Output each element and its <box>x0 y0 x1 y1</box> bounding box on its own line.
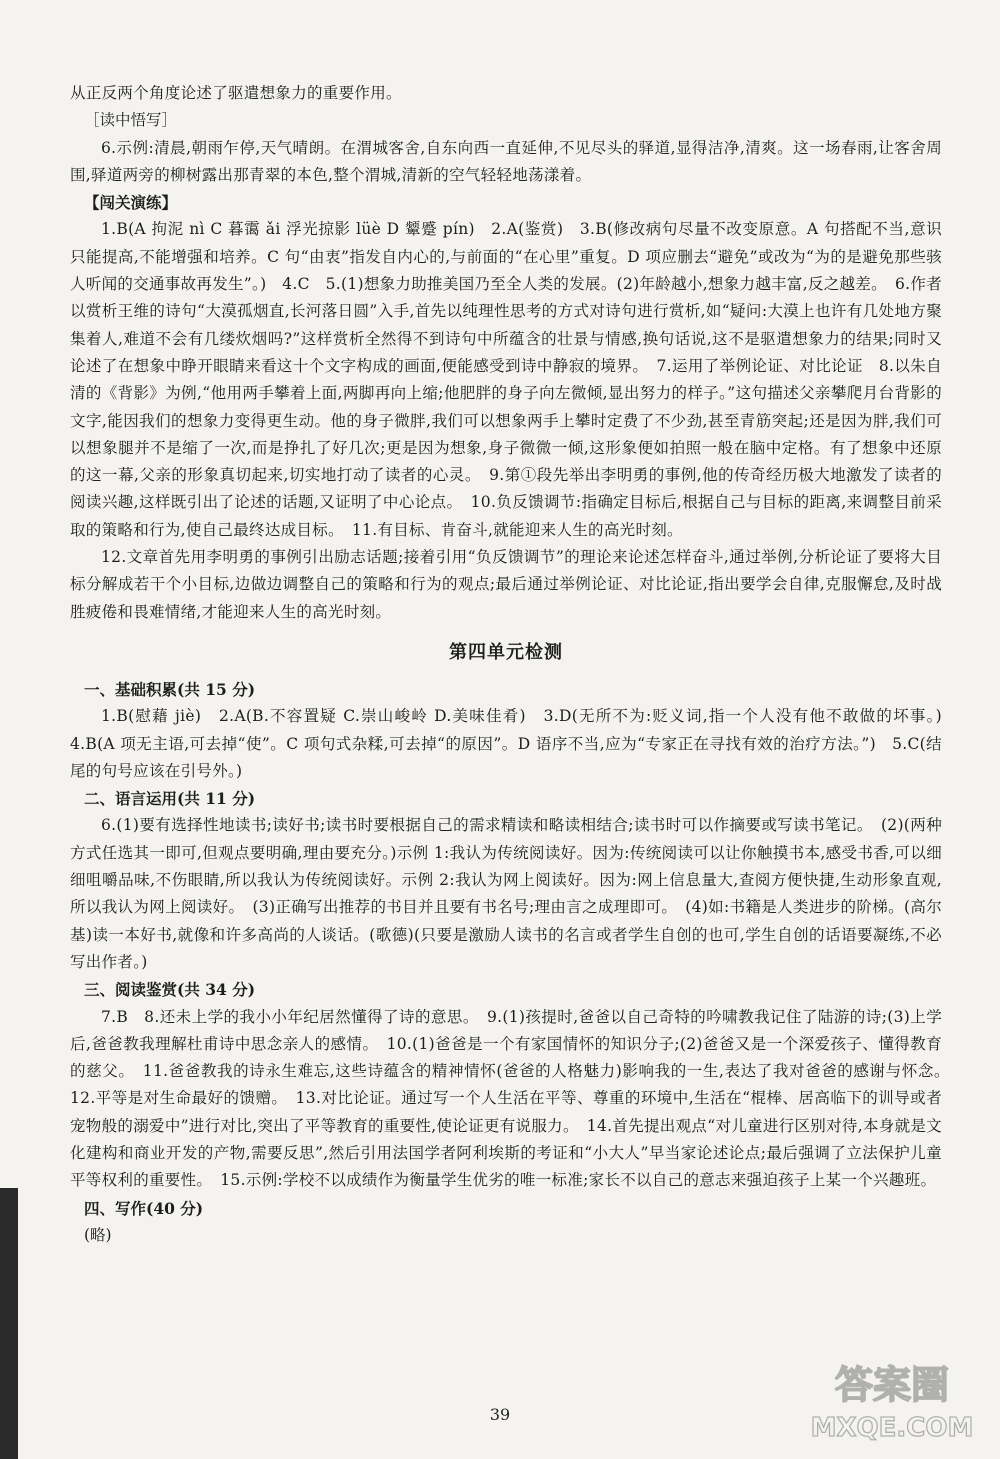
watermark-title: 答案圈 <box>834 1363 950 1407</box>
side-tab-bar <box>0 1188 18 1459</box>
item-6-paragraph: 6.示例:清晨,朝雨乍停,天气晴朗。在渭城客舍,自东向西一直延伸,不见尽头的驿道,显得洁净,清爽。这一场春雨,让客舍周围,驿道两旁的柳树露出那青翠的本色,整个渭城,清新的空气轻轻地荡漾着。 <box>70 138 942 184</box>
section-4-heading: 四、写作(40 分) <box>84 1198 204 1218</box>
section-1-heading: 一、基础积累(共 15 分) <box>84 679 256 699</box>
section-3-body: 7.B 8.还未上学的我小小年纪居然懂得了诗的意思。 9.(1)孩提时,爸爸以自己奇特的吟啸教我记住了陆游的诗;(3)上学后,爸爸教我理解杜甫诗中思念亲人的感情。 10.(1)爸爸是一个有家国情怀的知识分子;(2)爸爸又是一个深爱孩子、懂得教育的慈父。 11.爸爸教我的诗永生难忘,这些诗蕴含的精神情怀(爸爸的人格魅力)影响我的一生,表达了我对爸爸的感谢与怀念。 12.平等是对生命最好的馈赠。 13.对比论证。通过写一个人生活在平等、尊重的环境中,生活在“棍棒、居高临下的训导或者宠物般的溺爱中”进行对比,突出了平等教育的重要性,使论证更有说服力。 14.首先提出观点“对儿童进行区别对待,本身就是文化建构和商业开发的产物,需要反思”,然后引用法国学者阿利埃斯的考证和“小大人”早当家论述论点;最后强调了立法保护儿童平等权利的重要性。 15.示例:学校不以成绩作为衡量学生优劣的唯一标准;家长不以自己的意志来强迫孩子上某一个兴趣班。 <box>70 1007 958 1190</box>
page-content <box>70 80 958 1249</box>
practice-answers: 1.B(A 拘泥 nì C 暮霭 ǎi 浮光掠影 lüè D 颦蹙 pín) 2.A(鉴赏) 3.B(修改病句尽量不改变原意。A 句搭配不当,意识只能提高,不能增强和培养。C 句“由衷”指发自内心的,与前面的“在心里”重复。D 项应删去“避免”或改为“为的是避免那些骇人听闻的交通事故再发生”。) 4.C 5.(1)想象力助推美国乃至全人类的发展。(2)年龄越小,想象力越丰富,反之越差。 6.作者以赏析王维的诗句“大漠孤烟直,长河落日圆”入手,首先以纯理性思考的方式对诗句进行赏析,如“疑问:大漠上也许有几处地方聚集着人,难道不会有几缕炊烟吗?”这样赏析全然得不到诗句中所蕴含的壮景与情感,换句话说,这不是驱遣想象力的结果;同时又论述了在想象中睁开眼睛来看这十个文字构成的画面,便能感受到诗中静寂的境界。 7.运用了举例论证、对比论证 8.以朱自清的《背影》为例,“他用两手攀着上面,两脚再向上缩;他肥胖的身子向左微倾,显出努力的样子。”这句描述父亲攀爬月台背影的文字,能因我们的想象力变得更生动。他的身子微胖,我们可以想象两手上攀时定费了不少劲,甚至青筋突起;还是因为胖,我们可以想象腿并不是缩了一次,而是挣扎了好几次;更是因为想象,身子微微一倾,这形象便如拍照一般在脑中定格。有了想象中还原的这一幕,父亲的形象真切起来,切实地打动了读者的心灵。 9.第①段先举出李明勇的事例,他的传奇经历极大地激发了读者的阅读兴趣,这样既引出了论述的话题,又证明了中心论点。 10.负反馈调节:指确定目标后,根据自己与目标的距离,来调整目前采取的策略和行为,使自己最终达成目标。 11.有目标、肯奋斗,就能迎来人生的高光时刻。 <box>70 220 942 539</box>
section-1-body: 1.B(慰藉 jiè) 2.A(B.不容置疑 C.崇山峻岭 D.美味佳肴) 3.D(无所不为:贬义词,指一个人没有他不敢做的坏事。) 4.B(A 项无主语,可去掉“使”。C 项句式杂糅,可去掉“的原因”。D 语序不当,应为“专家正在寻找有效的治疗方法。”) 5.C(结尾的句号应该在引号外。) <box>70 707 958 780</box>
section-2-body: 6.(1)要有选择性地读书;读好书;读书时要根据自己的需求精读和略读相结合;读书时可以作摘要或写读书笔记。 (2)(两种方式任选其一即可,但观点要明确,理由要充分。)示例 1:我认为传统阅读好。因为:传统阅读可以让你触摸书本,感受书香,可以细细咀嚼品味,不伤眼睛,所以我认为传统阅读好。示例 2:我认为网上阅读好。因为:网上信息量大,查阅方便快捷,生动形象直观,所以我认为网上阅读好。 (3)正确写出推荐的书目并且要有书名号;理由言之成理即可。 (4)如:书籍是人类进步的阶梯。(高尔基)读一本好书,就像和许多高尚的人谈话。(歌德)(只要是激励人读书的名言或者学生自创的也可,学生自创的话语要凝练,不必写出作者。) <box>70 816 942 971</box>
section-4-body: (略) <box>84 1225 112 1244</box>
page-number: 39 <box>489 1405 511 1424</box>
section-3-heading: 三、阅读鉴赏(共 34 分) <box>84 980 256 1000</box>
item-12-paragraph: 12.文章首先用李明勇的事例引出励志话题;接着引用“负反馈调节”的理论来论述怎样奋斗,通过举例,分析论证了要将大目标分解成若干个小目标,边做边调整自己的策略和行为的观点;最后通过举例论证、对比论证,指出要学会自律,克服懈怠,及时战胜疲倦和畏难情绪,才能迎来人生的高光时刻。 <box>70 548 942 621</box>
read-write-label: ［读中悟写］ <box>84 111 178 130</box>
unit-title: 第四单元检测 <box>449 641 563 663</box>
watermark-logo <box>792 1350 982 1445</box>
section-2-heading: 二、语言运用(共 11 分) <box>84 789 256 809</box>
practice-label: 【闯关演练】 <box>84 193 178 213</box>
watermark-url: MXQE.COM <box>810 1413 974 1443</box>
intro-line: 从正反两个角度论述了驱遣想象力的重要作用。 <box>70 84 402 102</box>
